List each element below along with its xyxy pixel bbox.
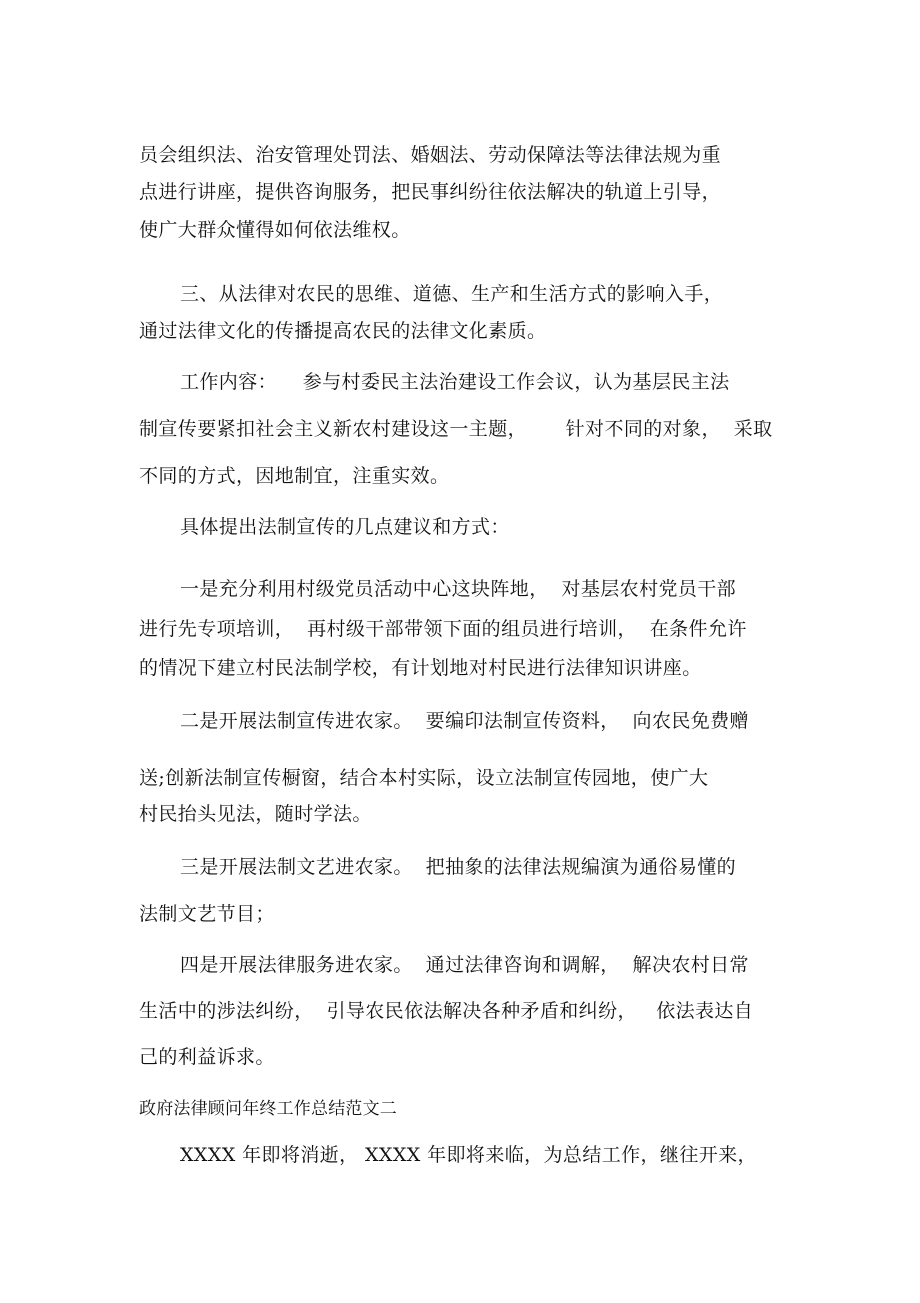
- body-line-3: 使广大群众懂得如何依法维权。: [139, 219, 411, 241]
- item-three-line-1: 三是开展法制文艺进农家。 把抽象的法律法规编演为通俗易懂的: [180, 856, 737, 878]
- item-one-line-1: 一是充分利用村级党员活动中心这块阵地， 对基层农村党员干部: [180, 578, 737, 600]
- item-one-line-2: 进行先专项培训， 再村级干部带领下面的组员进行培训， 在条件允许: [139, 618, 747, 640]
- body-line-1: 员会组织法、治安管理处罚法、婚姻法、劳动保障法等法律法规为重: [139, 144, 722, 166]
- work-content-line-3: 不同的方式，因地制宜，注重实效。: [139, 465, 450, 487]
- section-three-line-1: 三、从法律对农民的思维、道德、生产和生活方式的影响入手，: [180, 283, 724, 305]
- item-two-line-2: 送;创新法制宣传橱窗，结合本村实际，设立法制宣传园地，使广大: [139, 767, 709, 789]
- suggestions-intro: 具体提出法制宣传的几点建议和方式：: [180, 516, 510, 538]
- item-four-line-3: 己的利益诉求。: [139, 1046, 275, 1068]
- item-four-line-1: 四是开展法律服务进农家。 通过法律咨询和调解， 解决农村日常: [180, 954, 749, 976]
- item-three-line-2: 法制文艺节目；: [139, 903, 275, 925]
- closing-line: XXXX 年即将消逝， XXXX 年即将来临，为总结工作，继往开来，: [180, 1144, 757, 1166]
- work-content-line-2: 制宣传要紧扣社会主义新农村建设这一主题， 针对不同的对象， 采取: [139, 418, 773, 440]
- item-four-line-2: 生活中的涉法纠纷， 引导农民依法解决各种矛盾和纠纷， 依法表达自: [139, 1000, 754, 1022]
- work-content-line-1: 工作内容： 参与村委民主法治建设工作会议，认为基层民主法: [180, 371, 730, 393]
- item-two-line-1: 二是开展法制宣传进农家。 要编印法制宣传资料， 向农民免费赠: [180, 710, 749, 732]
- item-one-line-3: 的情况下建立村民法制学校，有计划地对村民进行法律知识讲座。: [139, 657, 702, 679]
- section-three-line-2: 通过法律文化的传播提高农民的法律文化素质。: [139, 320, 547, 342]
- body-line-2: 点进行讲座，提供咨询服务，把民事纠纷往依法解决的轨道上引导，: [139, 181, 722, 203]
- section-title: 政府法律顾问年终工作总结范文二: [139, 1099, 397, 1119]
- item-two-line-3: 村民抬头见法，随时学法。: [139, 803, 372, 825]
